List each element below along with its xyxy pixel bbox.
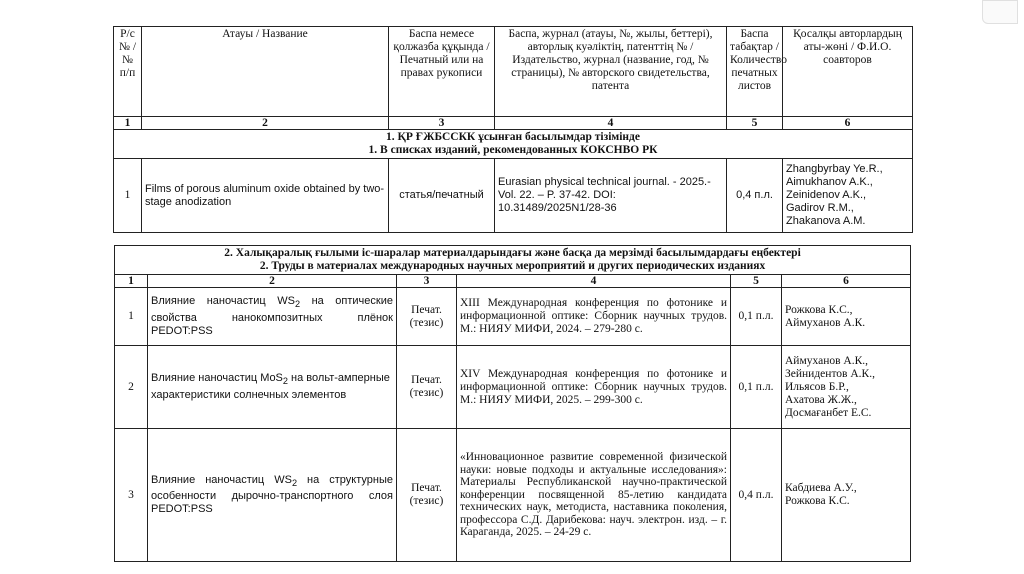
sheet-count: 0,1 п.л. <box>731 288 782 346</box>
col-number: 1 <box>115 275 148 288</box>
publications-table-2 <box>114 245 911 562</box>
coauthors-list <box>782 429 911 562</box>
coauthor: Рожкова К.С., <box>785 303 853 316</box>
header-publisher: Баспа, журнал (атауы, №, жылы, беттері), авторлық куәліктің, патенттің № / Издательство, журнал (название, год, № страницы), № авторского свидетельства, патента <box>495 27 727 117</box>
publisher-info: XIV Международная конференция по фотонике и информационной оптике: Сборник научных трудов. М.: НИЯУ МИФИ, 2025. – 299-300 с. <box>457 346 731 429</box>
coauthor: Zhakanova A.M. <box>786 215 866 227</box>
coauthor: Аймуханов А.К. <box>785 316 866 329</box>
section-title-ru: 2. Труды в материалах международных научных мероприятий и других периодических изданиях <box>259 260 766 272</box>
col-number: 6 <box>783 117 913 130</box>
coauthor: Зейнидентов А.К., <box>785 367 875 380</box>
coauthor: Аймуханов А.К., <box>785 354 868 367</box>
header-sheets: Баспа табақтар / Количество печатных листов <box>727 27 783 117</box>
table1-column-numbers-row <box>114 117 913 130</box>
title-subscript: 2 <box>294 299 301 310</box>
title-text: Влияние наночастиц WS <box>151 295 295 308</box>
title-subscript: 2 <box>282 376 288 387</box>
title-subscript: 2 <box>291 478 298 489</box>
publisher-info: Eurasian physical technical journal. - 2025.- Vol. 22. – P. 37-42. DOI: 10.31489/2025N1/28-36 <box>495 159 727 233</box>
section-heading <box>115 246 911 275</box>
col-number: 5 <box>731 275 782 288</box>
title-text: Влияние наночастиц MoS <box>151 372 283 385</box>
title-text: на структурные особенности дырочно-транспортного слоя PEDOT:PSS <box>151 473 393 516</box>
table-row <box>115 429 911 562</box>
coauthors-list <box>782 288 911 346</box>
header-title: Атауы / Название <box>142 27 389 117</box>
coauthor: Рожкова К.С. <box>785 495 850 507</box>
publication-title <box>148 346 397 429</box>
print-type: Печат. (тезис) <box>397 429 457 562</box>
col-number: 1 <box>114 117 142 130</box>
row-number: 1 <box>115 288 148 346</box>
table-row <box>114 159 913 233</box>
coauthor: Досмағанбет Е.С. <box>785 406 872 419</box>
table-row <box>115 288 911 346</box>
page-top-strip <box>0 0 1024 6</box>
col-number: 2 <box>142 117 389 130</box>
col-number: 4 <box>495 117 727 130</box>
table2-column-numbers-row <box>115 275 911 288</box>
col-number: 4 <box>457 275 731 288</box>
coauthor: Ильясов Б.Р., <box>785 380 849 393</box>
col-number: 5 <box>727 117 783 130</box>
header-print-type: Баспа немесе қолжазба құқында / Печатный или на правах рукописи <box>389 27 495 117</box>
col-number: 3 <box>397 275 457 288</box>
row-number: 3 <box>115 429 148 562</box>
section-title-ru: 1. В списках изданий, рекомендованных КОКСНВО РК <box>368 144 658 156</box>
print-type: Печат. (тезис) <box>397 346 457 429</box>
coauthors-list <box>783 159 913 233</box>
row-number: 2 <box>115 346 148 429</box>
table2-section-row <box>115 246 911 275</box>
table-row <box>115 346 911 429</box>
row-number: 1 <box>114 159 142 233</box>
publications-table-1 <box>113 26 913 233</box>
col-number: 3 <box>389 117 495 130</box>
coauthors-list <box>782 346 911 429</box>
sheet-count: 0,1 п.л. <box>731 346 782 429</box>
title-text: на оптические свойства нанокомпозитных плёнок PEDOT:PSS <box>151 295 393 337</box>
section-title-kz: 1. ҚР ҒЖБССКК ұсынған басылымдар тізімінде <box>386 131 640 143</box>
publication-title <box>148 429 397 562</box>
sheet-count: 0,4 п.л. <box>727 159 783 233</box>
coauthor: Aimukhanov A.K., <box>786 176 873 188</box>
col-number: 6 <box>782 275 911 288</box>
coauthor: Zeinidenov A.K., <box>786 189 867 201</box>
coauthor: Zhangbyrbay Ye.R., <box>786 163 883 175</box>
title-text: Влияние наночастиц WS <box>151 473 292 486</box>
print-type: Печат. (тезис) <box>397 288 457 346</box>
section-title-kz: 2. Халықаралық ғылыми іс-шаралар материалдарындағы және басқа да мерзімді басылымдардағы еңбектері <box>224 247 801 259</box>
title-text: на вольт-амперные характеристики солнечных элементов <box>151 372 390 401</box>
header-number: Р/с № / № п/п <box>114 27 142 117</box>
publication-title <box>148 288 397 346</box>
publisher-info: «Инновационное развитие современной физической науки: новые подходы и актуальные исследования»: Материалы Республиканской научно-практической конференции посвященной 85-летию кандидата технических наук, методиста, наставника поколения, профессора С.Д. Дарибекова: науч. электрон. изд. – г. Караганда, 2025. – 24-29 с. <box>457 429 731 562</box>
corner-tab-decoration <box>982 0 1018 24</box>
publisher-info: XIII Международная конференция по фотонике и информационной оптике: Сборник научных трудов. М.: НИЯУ МИФИ, 2024. – 279-280 с. <box>457 288 731 346</box>
coauthor: Gadirov R.M., <box>786 202 854 214</box>
section-heading <box>114 130 913 159</box>
sheet-count: 0,4 п.л. <box>731 429 782 562</box>
print-type: статья/печатный <box>389 159 495 233</box>
table1-section-row <box>114 130 913 159</box>
col-number: 2 <box>148 275 397 288</box>
coauthor: Ахатова Ж.Ж., <box>785 393 857 406</box>
table1-header-row <box>114 27 913 117</box>
coauthor: Кабдиева А.У., <box>785 482 857 494</box>
header-coauthors: Қосалқы авторлардың аты-жөні / Ф.И.О. соавторов <box>783 27 913 117</box>
publication-title: Films of porous aluminum oxide obtained by two-stage anodization <box>142 159 389 233</box>
